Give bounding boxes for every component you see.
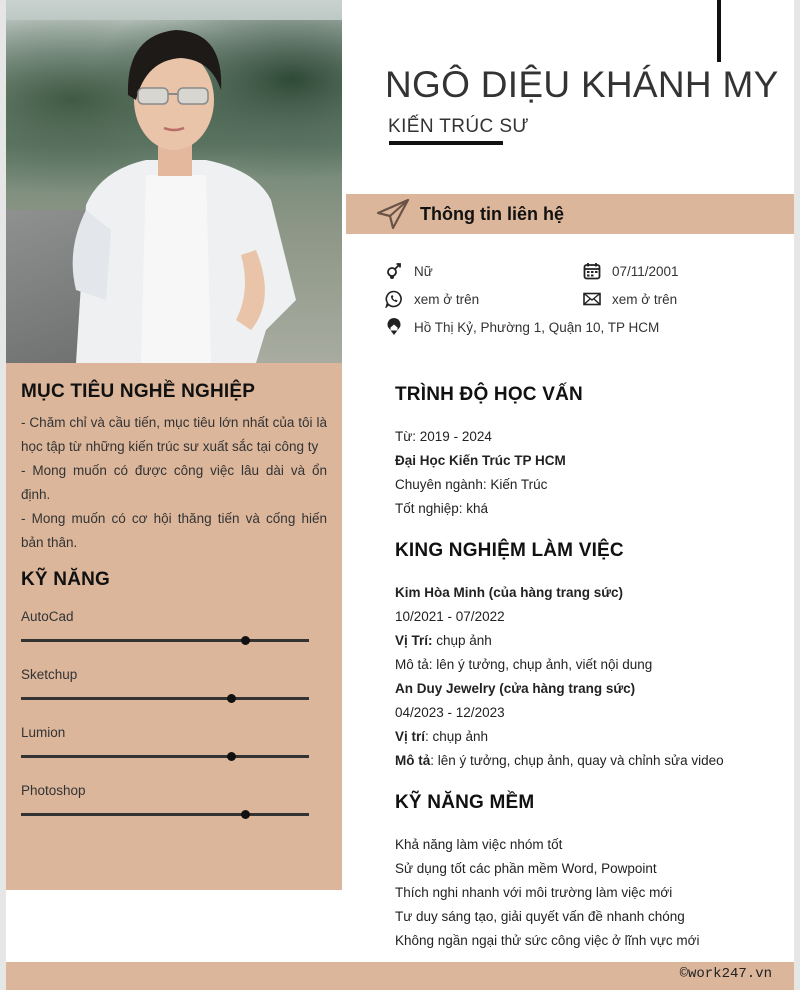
paper-plane-icon bbox=[376, 198, 410, 230]
skill-level-bar bbox=[21, 639, 309, 642]
soft-skill-item: Khả năng làm việc nhóm tốt bbox=[395, 837, 563, 852]
soft-skill-item: Sử dụng tốt các phần mềm Word, Powpoint bbox=[395, 861, 657, 876]
job-period: 04/2023 - 12/2023 bbox=[395, 705, 505, 720]
skill-item bbox=[21, 783, 327, 823]
objective-text bbox=[21, 411, 327, 555]
skill-name: Sketchup bbox=[21, 667, 78, 682]
objective-line: - Chăm chỉ và cầu tiến, mục tiêu lớn nhất của tôi là học tập từ những kiến trúc sư xuất sắc tại công ty bbox=[21, 415, 327, 454]
skill-item bbox=[21, 667, 327, 707]
skill-level-marker bbox=[241, 636, 250, 645]
job-description-label: Mô tả: bbox=[395, 657, 433, 672]
job-description-label: Mô tả bbox=[395, 753, 431, 768]
skill-level-marker bbox=[227, 694, 236, 703]
education-period: Từ: 2019 - 2024 bbox=[395, 429, 492, 444]
job-period: 10/2021 - 07/2022 bbox=[395, 609, 505, 624]
job-position bbox=[395, 729, 488, 744]
calendar-icon bbox=[583, 262, 601, 280]
footer-band bbox=[6, 962, 794, 990]
soft-skill-item: Tư duy sáng tạo, giải quyết vấn đề nhanh chóng bbox=[395, 909, 685, 924]
skills-heading: KỸ NĂNG bbox=[21, 569, 111, 590]
skill-item bbox=[21, 609, 327, 649]
skill-level-bar bbox=[21, 697, 309, 700]
address-value: Hồ Thị Kỷ, Phường 1, Quận 10, TP HCM bbox=[414, 319, 660, 335]
cv-page bbox=[6, 0, 794, 990]
education-major: Chuyên ngành: Kiến Trúc bbox=[395, 477, 548, 492]
objective-line: - Mong muốn có cơ hội thăng tiến và cống hiến bản thân. bbox=[21, 511, 327, 550]
skill-item bbox=[21, 725, 327, 765]
dob-value: 07/11/2001 bbox=[612, 263, 679, 279]
phone-value: xem ở trên bbox=[414, 291, 480, 307]
skill-name: AutoCad bbox=[21, 609, 74, 624]
phone-info bbox=[385, 290, 479, 308]
job-position-label: Vị Trí: bbox=[395, 633, 433, 648]
experience-heading: KING NGHIỆM LÀM VIỆC bbox=[395, 540, 624, 561]
education-heading: TRÌNH ĐỘ HỌC VẤN bbox=[395, 384, 583, 405]
address-info bbox=[385, 318, 659, 336]
email-value: xem ở trên bbox=[612, 291, 678, 307]
skill-name: Lumion bbox=[21, 725, 66, 740]
watermark: ©work247.vn bbox=[679, 966, 772, 982]
skill-level-bar bbox=[21, 755, 309, 758]
education-grade: Tốt nghiệp: khá bbox=[395, 501, 489, 516]
candidate-name: NGÔ DIỆU KHÁNH MY bbox=[385, 64, 779, 105]
skill-name: Photoshop bbox=[21, 783, 86, 798]
title-underline bbox=[389, 141, 503, 145]
email-info bbox=[583, 290, 677, 308]
profile-photo bbox=[6, 0, 342, 363]
whatsapp-icon bbox=[385, 290, 403, 308]
soft-skill-item: Thích nghi nhanh với môi trường làm việc mới bbox=[395, 885, 673, 900]
left-column bbox=[6, 363, 342, 890]
education-school: Đại Học Kiến Trúc TP HCM bbox=[395, 453, 566, 468]
job-description-value: lên ý tưởng, chụp ảnh, viết nội dung bbox=[432, 657, 653, 672]
person-illustration bbox=[6, 0, 342, 363]
job-company: An Duy Jewelry (cửa hàng trang sức) bbox=[395, 681, 636, 696]
envelope-icon bbox=[583, 290, 601, 308]
dob-info bbox=[583, 262, 679, 280]
job-position-label: Vị trí bbox=[395, 729, 426, 744]
gender-info bbox=[385, 262, 433, 280]
soft-skill-item: Không ngần ngại thử sức công việc ở lĩnh vực mới bbox=[395, 933, 700, 948]
skill-level-marker bbox=[227, 752, 236, 761]
job-title: KIẾN TRÚC SƯ bbox=[388, 116, 530, 137]
job-description-value: : lên ý tưởng, chụp ảnh, quay và chỉnh sửa video bbox=[430, 753, 724, 768]
location-icon bbox=[385, 318, 403, 336]
contact-heading-band bbox=[346, 194, 794, 234]
skills-list bbox=[21, 609, 327, 823]
job-company: Kim Hòa Minh (của hàng trang sức) bbox=[395, 585, 624, 600]
soft-skills-heading: KỸ NĂNG MỀM bbox=[395, 792, 535, 813]
job-position bbox=[395, 633, 492, 648]
header-accent-bar bbox=[717, 0, 721, 62]
job-description bbox=[395, 753, 724, 768]
skill-level-bar bbox=[21, 813, 309, 816]
objective-line: - Mong muốn có được công việc lâu dài và ổn định. bbox=[21, 463, 327, 502]
gender-icon bbox=[385, 262, 403, 280]
skill-level-marker bbox=[241, 810, 250, 819]
job-description bbox=[395, 657, 652, 672]
contact-heading: Thông tin liên hệ bbox=[420, 204, 564, 224]
job-position-value: : chụp ảnh bbox=[425, 729, 489, 744]
gender-value: Nữ bbox=[414, 263, 433, 279]
objective-heading: MỤC TIÊU NGHỀ NGHIỆP bbox=[21, 381, 256, 402]
job-position-value: chụp ảnh bbox=[432, 633, 492, 648]
